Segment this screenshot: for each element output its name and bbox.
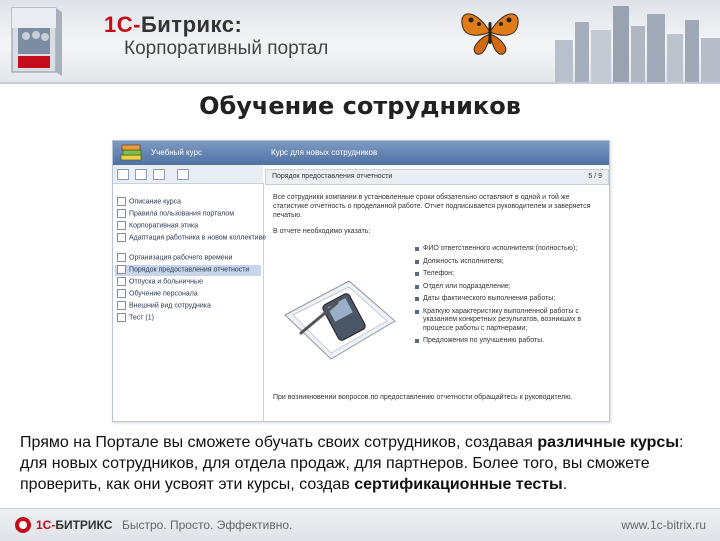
nav-item[interactable]: Корпоративная этика: [117, 221, 198, 232]
butterfly-icon: [455, 2, 525, 58]
course-titlebar: [113, 141, 609, 165]
page-icon: [117, 221, 126, 230]
brand-subtitle: Корпоративный портал: [124, 38, 329, 59]
page-icon: [117, 313, 126, 322]
book-stack-icon: [119, 144, 145, 162]
page-icon: [117, 197, 126, 206]
list-item: ФИО ответственного исполнителя (полностью);: [413, 245, 603, 254]
slide-title: Обучение сотрудников: [199, 92, 521, 120]
page-icon: [117, 265, 126, 274]
course-toolbar: [113, 165, 263, 184]
page-icon: [117, 233, 126, 242]
brand-title: 1С-Битрикс:: [104, 12, 243, 37]
list-item: Даты фактического выполнения работы;: [413, 295, 603, 304]
nav-item[interactable]: Обучение персонала: [117, 289, 198, 300]
page-icon: [117, 277, 126, 286]
slide-footer: [0, 508, 720, 541]
list-item: Предложения по улучшению работы.: [413, 337, 603, 346]
toolbar-button[interactable]: [135, 169, 147, 180]
bitrix-logo-icon: [14, 516, 32, 534]
nav-item[interactable]: Внешний вид сотрудника: [117, 301, 211, 312]
footer-slogan: Быстро. Просто. Эффективно.: [122, 518, 293, 532]
product-box-icon: [8, 6, 64, 76]
list-item: Телефон;: [413, 270, 603, 279]
nav-item-active[interactable]: Порядок предоставления отчетности: [115, 265, 261, 276]
footer-brand: 1С-БИТРИКС: [36, 518, 113, 532]
toolbar-button[interactable]: [177, 169, 189, 180]
content-header-title: Порядок предоставления отчетности: [272, 173, 393, 180]
toolbar-button[interactable]: [153, 169, 165, 180]
nav-item[interactable]: Адаптация работника в новом коллективе: [117, 233, 266, 244]
course-title: Курс для новых сотрудников: [271, 148, 378, 157]
city-skyline-icon: [555, 0, 720, 82]
pda-illustration: [279, 263, 399, 363]
course-app-title: Учебный курс: [151, 148, 202, 157]
content-paragraph: При возникновении вопросов по предоставлению отчетности обращайтесь к руководителю.: [273, 394, 573, 401]
page-icon: [117, 289, 126, 298]
course-screenshot: [112, 140, 610, 422]
content-paragraph: В отчете необходимо указать:: [273, 228, 371, 235]
slide-header: [0, 0, 720, 82]
page-icon: [117, 209, 126, 218]
list-item: Краткую характеристику выполненной работы с указанием конкретных результатов, возникших в процессе работы с партнерами;: [413, 308, 603, 334]
page-indicator: 5 / 9: [588, 173, 602, 180]
page-icon: [117, 301, 126, 310]
slide-description: Прямо на Портале вы сможете обучать своих сотрудников, создавая различные курсы: для новых сотрудников, для отдела продаж, для партнеров. Более того, вы сможете проверить, как они усвоят эти курсы, создав сертификационные тесты.: [20, 434, 684, 493]
toolbar-button[interactable]: [117, 169, 129, 180]
course-sidebar: [113, 183, 267, 421]
list-item: Должность исполнителя;: [413, 258, 603, 267]
nav-item[interactable]: Отпуска и больничные: [117, 277, 203, 288]
page-icon: [117, 253, 126, 262]
nav-item[interactable]: Описание курса: [117, 197, 181, 208]
emphasis-text: различные курсы: [537, 434, 679, 451]
requirements-list: [413, 245, 603, 350]
nav-item[interactable]: Правила пользования порталом: [117, 209, 234, 220]
content-header: [265, 169, 609, 185]
nav-item[interactable]: Организация рабочего времени: [117, 253, 232, 264]
emphasis-text: сертификационные тесты: [354, 476, 563, 493]
footer-url[interactable]: www.1c-bitrix.ru: [621, 518, 706, 532]
list-item: Отдел или подразделение;: [413, 283, 603, 292]
nav-item[interactable]: Тест (1): [117, 313, 154, 324]
content-paragraph: Все сотрудники компании в установленные сроки обязательно оставляют в одной и той же статистике отчетность о проделанной работе. Отчет подписывается руководителем и заверяется печатью.: [273, 194, 591, 219]
